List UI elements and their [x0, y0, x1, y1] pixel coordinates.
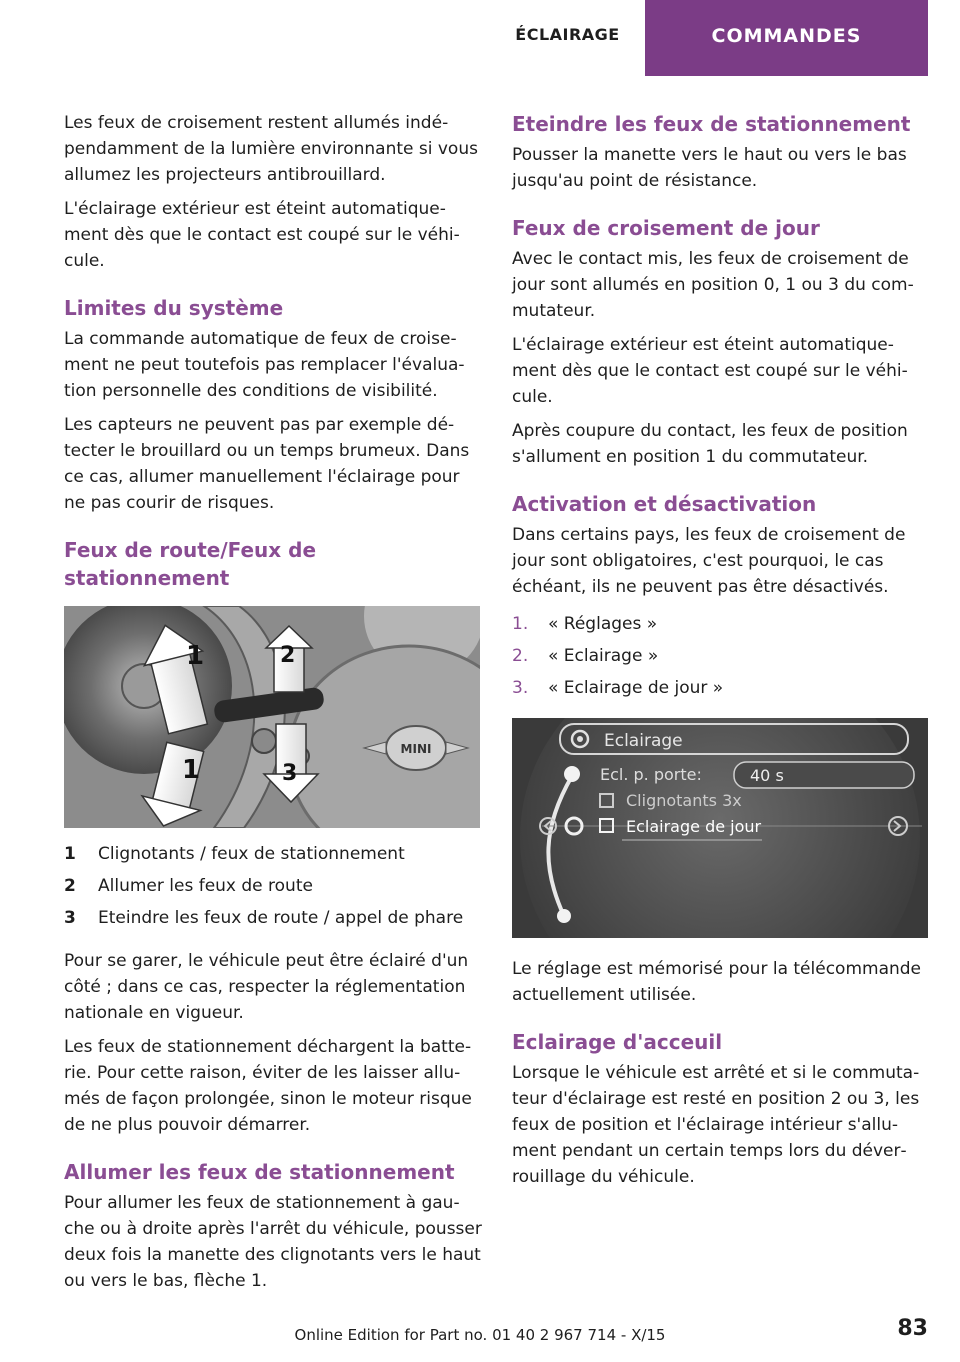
- right-column: [512, 110, 928, 1198]
- left-column: [64, 110, 482, 1302]
- step-text: « Eclairage »: [548, 646, 659, 666]
- step-item: [512, 672, 928, 704]
- step-text: « Eclairage de jour »: [548, 678, 724, 698]
- figure-legend: [64, 838, 482, 934]
- step-item: [512, 608, 928, 640]
- paragraph: La commande automatique de feux de croisement ne peut toutefois pas remplacer l'évaluation personnelle des conditions de visibilité.: [64, 329, 465, 401]
- heading-welcome-lights: Eclairage d'acceuil: [512, 1030, 723, 1054]
- footer: [0, 1326, 960, 1344]
- door-light-value: 40 s: [750, 766, 784, 785]
- menu-row-daytime-lights: Eclairage de jour: [626, 817, 762, 836]
- paragraph: Avec le contact mis, les feux de croisement de jour sont allumés en position 0, 1 ou 3 du commutateur.: [512, 249, 914, 321]
- paragraph: Après coupure du contact, les feux de position s'allument en position 1 du commutateur.: [512, 421, 908, 467]
- legend-item: [64, 870, 482, 902]
- paragraph: Les capteurs ne peuvent pas par exemple détecter le brouillard ou un temps brumeux. Dans ce cas, allumer manuellement l'éclairage pour ne pas courir de risques.: [64, 415, 470, 513]
- legend-number: 1: [64, 844, 76, 864]
- arrow-label-1: 1: [186, 641, 205, 671]
- paragraph: Les feux de stationnement déchargent la batterie. Pour cette raison, éviter de les laisser allumés de façon prolongée, sinon le moteur risque de ne plus pouvoir démarrer.: [64, 1037, 472, 1135]
- menu-row-door-light: Ecl. p. porte:: [600, 765, 702, 784]
- paragraph: Pousser la manette vers le haut ou vers le bas jusqu'au point de résistance.: [512, 145, 907, 191]
- legend-item: [64, 838, 482, 870]
- step-item: [512, 640, 928, 672]
- legend-number: 3: [64, 908, 76, 928]
- arrow-label-1b: 1: [182, 755, 201, 785]
- step-text: « Réglages »: [548, 614, 658, 634]
- step-number: 2.: [512, 646, 529, 666]
- steps-list: [512, 608, 928, 704]
- screen-title: Eclairage: [604, 731, 683, 751]
- legend-text: Eteindre les feux de route / appel de phare: [98, 908, 464, 928]
- gear-icon-center: [577, 736, 583, 742]
- step-number: 3.: [512, 678, 529, 698]
- scroll-position-top: [564, 766, 580, 782]
- menu-screen-illustration: [512, 718, 928, 938]
- chapter-tab-label: COMMANDES: [711, 25, 862, 47]
- arrow-label-2: 2: [280, 643, 296, 668]
- edition-note: Online Edition for Part no. 01 40 2 967 714 - X/15: [294, 1326, 666, 1344]
- scroll-position-bottom: [557, 909, 571, 923]
- paragraph: Pour allumer les feux de stationnement à gauche ou à droite après l'arrêt du véhicule, pousser deux fois la manette des clignotants vers le haut ou vers le bas, flèche 1.: [64, 1193, 482, 1291]
- paragraph: Dans certains pays, les feux de croisement de jour sont obligatoires, c'est pourquoi, le cas échéant, ils ne peuvent pas être désactivés.: [512, 525, 906, 597]
- paragraph: L'éclairage extérieur est éteint automatiquement dès que le contact est coupé sur le véhicule.: [512, 335, 908, 407]
- control-button: [252, 729, 276, 753]
- heading-parking-lights-on: Allumer les feux de stationnement: [64, 1160, 455, 1184]
- mini-logo-text: MINI: [400, 742, 432, 756]
- paragraph: Le réglage est mémorisé pour la télécommande actuellement utilisée.: [512, 959, 922, 1005]
- menu-row-comfort-blinker: Clignotants 3x: [626, 791, 742, 810]
- menu-screen-figure: [512, 718, 928, 938]
- section-title: ÉCLAIRAGE: [515, 25, 620, 44]
- arrow-label-3: 3: [282, 761, 298, 786]
- step-number: 1.: [512, 614, 529, 634]
- heading-daytime-running-lights: Feux de croisement de jour: [512, 216, 820, 240]
- legend-number: 2: [64, 876, 76, 896]
- page-number: 83: [897, 1316, 928, 1341]
- steering-lever-illustration: [64, 606, 480, 828]
- paragraph: Lorsque le véhicule est arrêté et si le commutateur d'éclairage est resté en position 2 ou 3, les feux de position et l'éclairage intérieur s'allument pendant un certain temps lors du déverrouillage du véhicule.: [512, 1063, 920, 1187]
- chapter-tab: [645, 0, 928, 76]
- legend-text: Allumer les feux de route: [98, 876, 313, 896]
- heading-parking-lights-off: Eteindre les feux de stationnement: [512, 112, 911, 136]
- heading-system-limits: Limites du système: [64, 296, 284, 320]
- paragraph: Les feux de croisement restent allumés indépendamment de la lumière environnante si vous allumez les projecteurs antibrouillard.: [64, 113, 478, 185]
- heading-high-beam-parking: Feux de route/Feux de stationnement: [64, 538, 317, 590]
- legend-text: Clignotants / feux de stationnement: [98, 844, 405, 864]
- paragraph: Pour se garer, le véhicule peut être éclairé d'un côté ; dans ce cas, respecter la réglementation nationale en vigueur.: [64, 951, 469, 1023]
- steering-lever-figure: [64, 606, 480, 828]
- heading-activation: Activation et désactivation: [512, 492, 817, 516]
- paragraph: L'éclairage extérieur est éteint automatiquement dès que le contact est coupé sur le véhicule.: [64, 199, 460, 271]
- legend-item: [64, 902, 482, 934]
